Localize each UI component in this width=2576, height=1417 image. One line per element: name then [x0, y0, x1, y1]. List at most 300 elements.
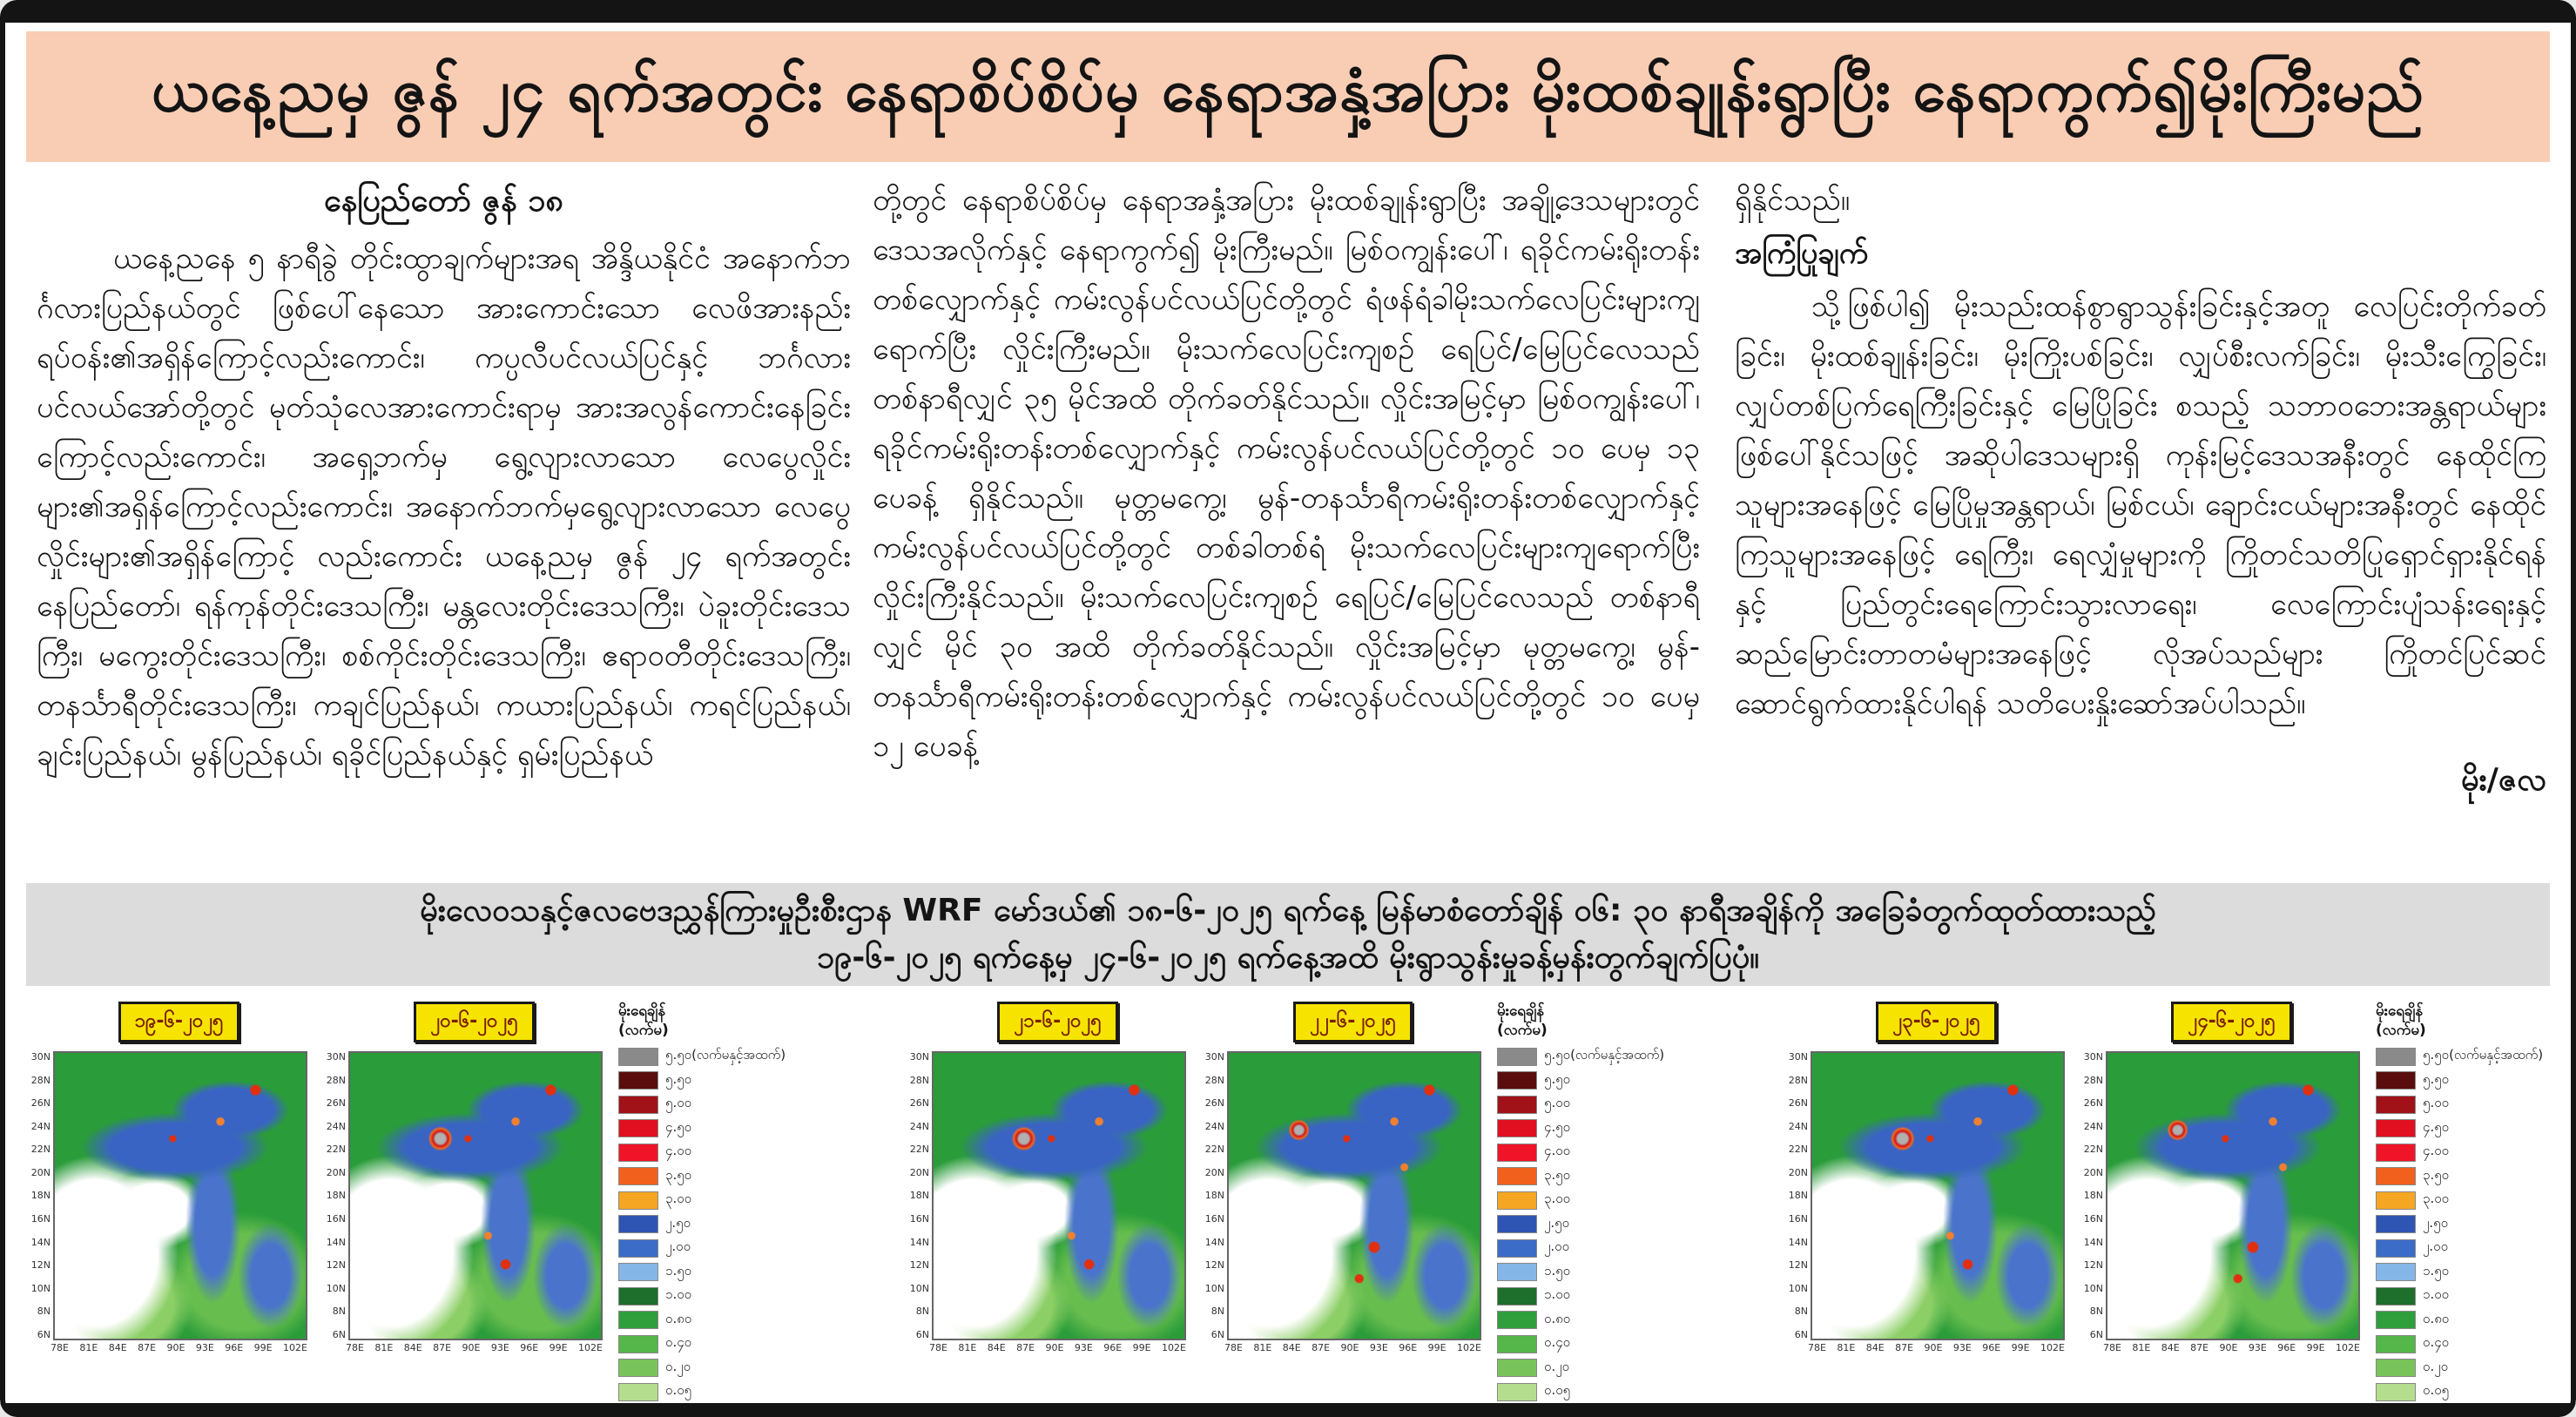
legend-swatch [2376, 1335, 2416, 1353]
figure-caption-box [26, 883, 2550, 986]
legend-swatch [1497, 1071, 1537, 1090]
y-axis-tick: 16N [1788, 1213, 1808, 1225]
legend-title-line1: မိုးရေချိန် [618, 1002, 666, 1020]
x-axis-tick: 90E [1924, 1342, 1943, 1353]
legend-rows [1497, 1047, 1664, 1417]
rainfall-legend [618, 1002, 786, 1417]
legend-row [618, 1382, 786, 1401]
legend-label: ၃.၅၀ [1544, 1166, 1571, 1183]
legend-swatch [1497, 1096, 1537, 1114]
map-canvas [1227, 1051, 1481, 1340]
x-axis-tick: 87E [433, 1342, 452, 1353]
map-x-axis [1198, 1342, 1481, 1353]
y-axis-tick: 28N [2083, 1074, 2103, 1086]
legend-label: ၀.၂၀ [1544, 1358, 1570, 1374]
rainfall-legend [1497, 1002, 1664, 1417]
legend-row [1497, 1334, 1664, 1353]
legend-row [618, 1143, 786, 1162]
y-axis-tick: 16N [1204, 1213, 1224, 1225]
x-axis-tick: 93E [2248, 1342, 2267, 1353]
legend-swatch [2376, 1263, 2416, 1281]
legend-label: ၃.၀၀ [665, 1191, 692, 1206]
x-axis-tick: 84E [1282, 1342, 1301, 1353]
y-axis-tick: 24N [326, 1120, 346, 1132]
legend-label: ၃.၀၀ [2423, 1191, 2450, 1206]
legend-swatch [2376, 1311, 2416, 1329]
legend-row [2376, 1286, 2543, 1306]
article-paragraph-2: တို့တွင် နေရာစိပ်စိပ်မှ နေရာအနှံ့အပြား မိုးထစ်ချုန်းရွာပြီး အချို့ဒေသများတွင် ဒေသအလိုက်နှင့် နေရာကွက်၍ မိုးကြီးမည်။ မြစ်ဝကျွန်းပေါ်၊ ရခိုင်ကမ်းရိုးတန်းတစ်လျှောက်နှင့် ကမ်းလွန်ပင်လယ်ပြင်တို့တွင် ရံဖန်ရံခါမိုးသက်လေပြင်းများကျရောက်ပြီး လှိုင်းကြီးမည်။ မိုးသက်လေပြင်းကျစဉ် ရေပြင်/မြေပြင်လေသည် တစ်နာရီလျှင် ၃၅ မိုင်အထိ တိုက်ခတ်နိုင်သည်။ လှိုင်းအမြင့်မှာ မြစ်ဝကျွန်းပေါ်၊ ရခိုင်ကမ်းရိုးတန်းတစ်လျှောက်နှင့် ကမ်းလွန်ပင်လယ်ပြင်တို့တွင် ၁၀ ပေမှ ၁၃ ပေခန့် ရှိနိုင်သည်။ မုတ္တမကွေ့၊ မွန်-တနင်္သာရီကမ်းရိုးတန်းတစ်လျှောက်နှင့် ကမ်းလွန်ပင်လယ်ပြင်တို့တွင် တစ်ခါတစ်ရံ မိုးသက်လေပြင်းများကျရောက်ပြီး လှိုင်းကြီးနိုင်သည်။ မိုးသက်လေပြင်းကျစဉ် ရေပြင်/မြေပြင်လေသည် တစ်နာရီလျှင် မိုင် ၃၀ အထိ တိုက်ခတ်နိုင်သည်။ လှိုင်းအမြင့်မှာ မုတ္တမကွေ့၊ မွန်-တနင်္သာရီကမ်းရိုးတန်းတစ်လျှောက်နှင့် ကမ်းလွန်ပင်လယ်ပြင်တို့တွင် ၁၀ ပေမှ ၁၂ ပေခန့် [873, 183, 1700, 764]
y-axis-tick: 26N [30, 1097, 51, 1110]
legend-row [1497, 1191, 1664, 1210]
x-axis-tick: 78E [1808, 1342, 1826, 1353]
y-axis-tick: 26N [1788, 1097, 1808, 1110]
article-paragraph-1: ယနေ့ညနေ ၅ နာရီခွဲ တိုင်းထွာချက်များအရ အိန္ဒိယနိုင်ငံ အနောက်ဘင်္ဂလားပြည်နယ်တွင် ဖြစ်ပေါ်နေသော အားကောင်းသော လေဖိအားနည်းရပ်ဝန်း၏အရှိန်ကြောင့်လည်းကောင်း၊ ကပ္ပလီပင်လယ်ပြင်နှင့် ဘင်္ဂလားပင်လယ်အော်တို့တွင် မုတ်သုံလေအားကောင်းရာမှ အားအလွန်ကောင်းနေခြင်းကြောင့်လည်းကောင်း၊ အရှေ့ဘက်မှ ရွေ့လျားလာသော လေပွေလှိုင်းများ၏အရှိန်ကြောင့်လည်းကောင်း၊ အနောက်ဘက်မှရွေ့လျားလာသော လေပွေလှိုင်းများ၏အရှိန်ကြောင့် လည်းကောင်း ယနေ့ညမှ ဇွန် ၂၄ ရက်အတွင်း နေပြည်တော်၊ ရန်ကုန်တိုင်းဒေသကြီး၊ မန္တလေးတိုင်းဒေသကြီး၊ ပဲခူးတိုင်းဒေသကြီး၊ မကွေးတိုင်းဒေသကြီး၊ စစ်ကိုင်းတိုင်းဒေသကြီး၊ ဧရာဝတီတိုင်းဒေသကြီး၊ တနင်္သာရီတိုင်းဒေသကြီး၊ ကချင်ပြည်နယ်၊ ကယားပြည်နယ်၊ ကရင်ပြည်နယ်၊ ချင်းပြည်နယ်၊ မွန်ပြည်နယ်၊ ရခိုင်ပြည်နယ်နှင့် ရှမ်းပြည်နယ် [37, 241, 851, 773]
legend-label: ၀.၂၀ [665, 1358, 691, 1374]
x-axis-tick: 93E [1952, 1342, 1972, 1353]
y-axis-tick: 18N [30, 1190, 51, 1202]
legend-row [1497, 1238, 1664, 1258]
x-axis-tick: 81E [2132, 1342, 2151, 1353]
y-axis-tick: 20N [2083, 1166, 2103, 1178]
x-axis-tick: 102E [1162, 1342, 1186, 1353]
y-axis-tick: 14N [1204, 1236, 1224, 1248]
y-axis-tick: 12N [1204, 1259, 1224, 1272]
top-black-bar [0, 0, 2576, 23]
legend-label: ၅.၅၀(လက်မနှင့်အထက်) [1544, 1047, 1665, 1063]
y-axis-tick: 6N [332, 1328, 346, 1340]
legend-swatch [618, 1071, 658, 1090]
map-label-row [1782, 1002, 2065, 1043]
x-axis-tick: 99E [1132, 1342, 1151, 1353]
map-canvas-wrap [24, 1051, 307, 1340]
legend-swatch [618, 1263, 658, 1281]
legend-swatch [1497, 1383, 1537, 1401]
legend-label: ၀.၈၀ [2423, 1310, 2450, 1326]
y-axis-tick: 22N [30, 1144, 51, 1156]
map-date-label: ၁၉-၆-၂၀၂၅ [118, 1002, 240, 1043]
y-axis-tick: 30N [1788, 1051, 1808, 1063]
figure-caption-line-1: မိုးလေဝသနှင့်ဇလဗေဒညွှန်ကြားမှုဦးစီးဌာန WRF မော်ဒယ်၏ ၁၈-၆-၂၀၂၅ ရက်နေ့ မြန်မာစံတော်ချိန် ၀၆: ၃၀ နာရီအချိန်ကို အခြေခံတွက်ထုတ်ထားသည့် [420, 893, 2156, 928]
y-axis-tick: 10N [326, 1282, 346, 1294]
y-axis-tick: 26N [909, 1097, 929, 1110]
y-axis-tick: 30N [1204, 1051, 1224, 1063]
y-axis-tick: 20N [909, 1166, 929, 1178]
x-axis-tick: 78E [1224, 1342, 1243, 1353]
legend-swatch [2376, 1191, 2416, 1210]
legend-swatch [2376, 1239, 2416, 1258]
y-axis-tick: 16N [326, 1213, 346, 1225]
forecast-maps-figure [0, 1002, 2576, 1417]
legend-row [1497, 1359, 1664, 1378]
legend-swatch [1497, 1335, 1537, 1353]
legend-row [2376, 1047, 2543, 1066]
map-x-axis [24, 1342, 307, 1353]
legend-label: ၀.၀၅ [2423, 1382, 2450, 1398]
legend-swatch [618, 1048, 658, 1066]
article-paragraph-4: သို့ဖြစ်ပါ၍ မိုးသည်းထန်စွာရွာသွန်းခြင်းနှင့်အတူ လေပြင်းတိုက်ခတ်ခြင်း၊ မိုးထစ်ချုန်းခြင်း၊ မိုးကြိုးပစ်ခြင်း၊ လျှပ်စီးလက်ခြင်း၊ မိုးသီးကြွေခြင်း၊ လျှပ်တစ်ပြက်ရေကြီးခြင်းနှင့် မြေပြိုခြင်း စသည့် သဘာဝဘေးအန္တရာယ်များ ဖြစ်ပေါ်နိုင်သဖြင့် အဆိုပါဒေသများရှိ ကုန်းမြင့်ဒေသအနီးတွင် နေထိုင်ကြသူများအနေဖြင့် မြေပြိုမှုအန္တရာယ်၊ မြစ်ငယ်၊ ချောင်းငယ်များအနီးတွင် နေထိုင်ကြသူများအနေဖြင့် ရေကြီး၊ ရေလျှံမှုများကို ကြိုတင်သတိပြုရှောင်ရှားနိုင်ရန်နှင့် ပြည်တွင်းရေကြောင်းသွားလာရေး၊ လေကြောင်းပျံသန်းရေးနှင့် ဆည်မြောင်းတာတမံများအနေဖြင့် လိုအပ်သည်များ ကြိုတင်ပြင်ဆင်ဆောင်ရွက်ထားနိုင်ပါရန် သတိပေးနှိုးဆော်အပ်ပါသည်။ [1735, 289, 2546, 721]
legend-row [618, 1167, 786, 1186]
map-y-axis [903, 1051, 932, 1340]
y-axis-tick: 22N [2083, 1144, 2103, 1156]
article-column-1 [37, 176, 851, 878]
map-canvas-wrap [903, 1051, 1186, 1340]
y-axis-tick: 6N [1794, 1328, 1808, 1340]
legend-row [1497, 1263, 1664, 1282]
map-label-row [320, 1002, 603, 1043]
article-subhead: အကြံပြုချက် [1735, 236, 1869, 271]
y-axis-tick: 12N [2083, 1259, 2103, 1272]
legend-label: ၁.၀၀ [1544, 1286, 1571, 1302]
y-axis-tick: 14N [1788, 1236, 1808, 1248]
legend-row [618, 1238, 786, 1258]
legend-row [2376, 1167, 2543, 1186]
legend-row [2376, 1071, 2543, 1090]
legend-row [2376, 1382, 2543, 1401]
map-y-axis [24, 1051, 53, 1340]
legend-label: ၀.၀၅ [1544, 1382, 1571, 1398]
map-label-row [1198, 1002, 1481, 1043]
headline-banner [26, 31, 2550, 162]
legend-title-line2: (လက်မ) [1497, 1022, 1548, 1039]
x-axis-tick: 96E [1982, 1342, 2001, 1353]
y-axis-tick: 18N [1204, 1190, 1224, 1202]
legend-label: ၀.၀၅ [665, 1382, 692, 1398]
map-block [24, 1002, 307, 1353]
legend-row [1497, 1095, 1664, 1114]
legend-label: ၁.၀၀ [665, 1286, 692, 1302]
y-axis-tick: 28N [30, 1074, 51, 1086]
x-axis-tick: 81E [1253, 1342, 1272, 1353]
x-axis-tick: 87E [1895, 1342, 1914, 1353]
y-axis-tick: 18N [1788, 1190, 1808, 1202]
map-group [1782, 1002, 2552, 1417]
legend-swatch [618, 1311, 658, 1329]
x-axis-tick: 90E [166, 1342, 185, 1353]
map-label-row [903, 1002, 1186, 1043]
legend-label: ၂.၅၀ [2423, 1214, 2449, 1231]
y-axis-tick: 20N [1788, 1166, 1808, 1178]
x-axis-tick: 81E [374, 1342, 394, 1353]
y-axis-tick: 26N [2083, 1097, 2103, 1110]
y-axis-tick: 14N [326, 1236, 346, 1248]
x-axis-tick: 96E [1103, 1342, 1123, 1353]
legend-swatch [1497, 1119, 1537, 1137]
legend-label: ၄.၀၀ [1544, 1143, 1571, 1158]
y-axis-tick: 16N [30, 1213, 51, 1225]
legend-label: ၀.၈၀ [665, 1310, 692, 1326]
y-axis-tick: 24N [2083, 1120, 2103, 1132]
map-block [2077, 1002, 2360, 1353]
legend-label: ၅.၅၀ [665, 1070, 692, 1087]
legend-swatch [1497, 1311, 1537, 1329]
legend-label: ၀.၈၀ [1544, 1310, 1571, 1326]
legend-swatch [1497, 1191, 1537, 1210]
legend-row [618, 1119, 786, 1138]
legend-label: ၄.၅၀ [665, 1118, 692, 1135]
legend-row [2376, 1238, 2543, 1258]
x-axis-tick: 81E [1837, 1342, 1856, 1353]
x-axis-tick: 102E [578, 1342, 603, 1353]
legend-row [1497, 1286, 1664, 1306]
y-axis-tick: 28N [1204, 1074, 1224, 1086]
legend-row [618, 1215, 786, 1234]
legend-label: ၂.၀၀ [2423, 1238, 2449, 1254]
y-axis-tick: 30N [326, 1051, 346, 1063]
headline-text: ယနေ့ညမှ ဇွန် ၂၄ ရက်အတွင်း နေရာစိပ်စိပ်မှ နေရာအနှံ့အပြား မိုးထစ်ချုန်းရွာပြီး နေရာကွက်၍မိုးကြီးမည် [151, 57, 2425, 125]
map-y-axis [1198, 1051, 1227, 1340]
legend-row [618, 1191, 786, 1210]
legend-row [2376, 1263, 2543, 1282]
y-axis-tick: 22N [1788, 1144, 1808, 1156]
y-axis-tick: 28N [909, 1074, 929, 1086]
map-canvas [348, 1051, 603, 1340]
x-axis-tick: 84E [987, 1342, 1006, 1353]
dateline: နေပြည်တော် ဇွန် ၁၈ [324, 183, 563, 219]
legend-swatch [1497, 1287, 1537, 1306]
legend-title-line2: (လက်မ) [2376, 1022, 2426, 1039]
map-canvas-wrap [320, 1051, 603, 1340]
legend-swatch [1497, 1263, 1537, 1281]
legend-row [618, 1095, 786, 1114]
legend-row [2376, 1119, 2543, 1138]
legend-swatch [2376, 1215, 2416, 1233]
y-axis-tick: 8N [37, 1306, 51, 1318]
legend-label: ၂.၅၀ [1544, 1214, 1570, 1231]
y-axis-tick: 12N [909, 1259, 929, 1272]
legend-label: ၄.၅၀ [1544, 1118, 1571, 1135]
x-axis-tick: 96E [1399, 1342, 1418, 1353]
map-y-axis [320, 1051, 348, 1340]
x-axis-tick: 99E [2306, 1342, 2325, 1353]
x-axis-tick: 84E [403, 1342, 422, 1353]
legend-label: ၀.၄၀ [665, 1334, 692, 1350]
y-axis-tick: 16N [2083, 1213, 2103, 1225]
map-block [1782, 1002, 2065, 1353]
legend-swatch [2376, 1287, 2416, 1306]
legend-row [618, 1071, 786, 1090]
legend-swatch [2376, 1048, 2416, 1066]
y-axis-tick: 20N [30, 1166, 51, 1178]
legend-row [2376, 1215, 2543, 1234]
legend-swatch [618, 1119, 658, 1137]
x-axis-tick: 102E [2336, 1342, 2360, 1353]
y-axis-tick: 8N [915, 1306, 929, 1318]
x-axis-tick: 84E [2161, 1342, 2180, 1353]
x-axis-tick: 93E [1369, 1342, 1388, 1353]
x-axis-tick: 87E [138, 1342, 157, 1353]
legend-swatch [2376, 1144, 2416, 1162]
figure-caption-line-2: ၁၉-၆-၂၀၂၅ ရက်နေ့မှ ၂၄-၆-၂၀၂၅ ရက်နေ့အထိ မိုးရွာသွန်းမှုခန့်မှန်းတွက်ချက်ပြပုံ။ [816, 940, 1760, 975]
bottom-black-bar [0, 1403, 2576, 1417]
legend-rows [618, 1047, 786, 1417]
x-axis-tick: 93E [195, 1342, 214, 1353]
legend-swatch [618, 1096, 658, 1114]
legend-row [2376, 1191, 2543, 1210]
y-axis-tick: 22N [909, 1144, 929, 1156]
legend-label: ၂.၀၀ [1544, 1238, 1570, 1254]
legend-row [618, 1047, 786, 1066]
y-axis-tick: 30N [30, 1051, 51, 1063]
y-axis-tick: 10N [1788, 1282, 1808, 1294]
legend-swatch [1497, 1239, 1537, 1258]
map-x-axis [320, 1342, 603, 1353]
y-axis-tick: 10N [2083, 1282, 2103, 1294]
x-axis-tick: 99E [1427, 1342, 1446, 1353]
legend-swatch [1497, 1144, 1537, 1162]
rainfall-legend [2376, 1002, 2543, 1417]
x-axis-tick: 78E [51, 1342, 69, 1353]
legend-row [2376, 1359, 2543, 1378]
legend-label: ၁.၅၀ [665, 1262, 692, 1279]
legend-label: ၀.၂၀ [2423, 1358, 2449, 1374]
y-axis-tick: 20N [1204, 1166, 1224, 1178]
legend-row [618, 1334, 786, 1353]
y-axis-tick: 12N [326, 1259, 346, 1272]
x-axis-tick: 96E [2277, 1342, 2296, 1353]
y-axis-tick: 8N [1210, 1306, 1224, 1318]
x-axis-tick: 87E [2190, 1342, 2209, 1353]
legend-row [618, 1263, 786, 1282]
map-date-label: ၂၀-၆-၂၀၂၅ [414, 1002, 534, 1043]
legend-row [1497, 1071, 1664, 1090]
y-axis-tick: 8N [2089, 1306, 2103, 1318]
legend-label: ၀.၄၀ [1544, 1334, 1571, 1350]
y-axis-tick: 22N [326, 1144, 346, 1156]
map-y-axis [2077, 1051, 2106, 1340]
legend-swatch [618, 1239, 658, 1258]
x-axis-tick: 93E [490, 1342, 509, 1353]
x-axis-tick: 87E [1016, 1342, 1035, 1353]
map-x-axis [2077, 1342, 2360, 1353]
legend-swatch [2376, 1383, 2416, 1401]
y-axis-tick: 12N [1788, 1259, 1808, 1272]
y-axis-tick: 8N [1794, 1306, 1808, 1318]
byline: မိုး/ဇလ [2460, 762, 2546, 798]
legend-swatch [1497, 1359, 1537, 1377]
legend-label: ၁.၀၀ [2423, 1286, 2450, 1302]
x-axis-tick: 84E [108, 1342, 127, 1353]
y-axis-tick: 24N [30, 1120, 51, 1132]
legend-row [618, 1286, 786, 1306]
x-axis-tick: 99E [2011, 1342, 2030, 1353]
map-group [903, 1002, 1673, 1417]
y-axis-tick: 28N [1788, 1074, 1808, 1086]
map-canvas [1811, 1051, 2065, 1340]
map-label-row [24, 1002, 307, 1043]
legend-label: ၅.၅၀(လက်မနှင့်အထက်) [2423, 1047, 2544, 1063]
legend-label: ၁.၅၀ [1544, 1262, 1571, 1279]
legend-label: ၅.၅၀(လက်မနှင့်အထက်) [665, 1047, 786, 1063]
x-axis-tick: 90E [2219, 1342, 2238, 1353]
legend-swatch [2376, 1096, 2416, 1114]
x-axis-tick: 90E [462, 1342, 481, 1353]
x-axis-tick: 90E [1340, 1342, 1359, 1353]
x-axis-tick: 81E [958, 1342, 977, 1353]
legend-title-line1: မိုးရေချိန် [1497, 1002, 1545, 1020]
map-y-axis [1782, 1051, 1811, 1340]
y-axis-tick: 10N [1204, 1282, 1224, 1294]
y-axis-tick: 22N [1204, 1144, 1224, 1156]
legend-label: ၁.၅၀ [2423, 1262, 2450, 1279]
legend-row [1497, 1047, 1664, 1066]
x-axis-tick: 99E [549, 1342, 568, 1353]
y-axis-tick: 18N [326, 1190, 346, 1202]
legend-swatch [618, 1359, 658, 1377]
x-axis-tick: 87E [1312, 1342, 1331, 1353]
x-axis-tick: 102E [2040, 1342, 2065, 1353]
map-date-label: ၂၄-၆-၂၀၂၅ [2171, 1002, 2291, 1043]
y-axis-tick: 24N [909, 1120, 929, 1132]
map-block [320, 1002, 603, 1353]
y-axis-tick: 6N [37, 1328, 51, 1340]
y-axis-tick: 14N [2083, 1236, 2103, 1248]
x-axis-tick: 93E [1074, 1342, 1093, 1353]
x-axis-tick: 81E [79, 1342, 98, 1353]
legend-label: ၅.၅၀ [2423, 1070, 2450, 1087]
x-axis-tick: 102E [283, 1342, 307, 1353]
x-axis-tick: 84E [1865, 1342, 1885, 1353]
legend-row [1497, 1143, 1664, 1162]
y-axis-tick: 24N [1788, 1120, 1808, 1132]
x-axis-tick: 99E [253, 1342, 273, 1353]
legend-label: ၅.၀၀ [665, 1095, 692, 1110]
map-date-label: ၂၃-၆-၂၀၂၅ [1876, 1002, 1996, 1043]
map-label-row [2077, 1002, 2360, 1043]
map-x-axis [1782, 1342, 2065, 1353]
article-column-2 [873, 176, 1700, 878]
legend-label: ၅.၀၀ [1544, 1095, 1571, 1110]
map-group [24, 1002, 794, 1417]
x-axis-tick: 78E [346, 1342, 364, 1353]
map-canvas [932, 1051, 1186, 1340]
map-block [1198, 1002, 1481, 1353]
x-axis-tick: 96E [225, 1342, 244, 1353]
map-canvas [2106, 1051, 2360, 1340]
y-axis-tick: 30N [2083, 1051, 2103, 1063]
legend-label: ၃.၅၀ [2423, 1166, 2450, 1183]
y-axis-tick: 24N [1204, 1120, 1224, 1132]
legend-swatch [2376, 1167, 2416, 1185]
legend-label: ၅.၅၀ [1544, 1070, 1571, 1087]
article-paragraph-3-lead: ရှိနိုင်သည်။ [1735, 183, 1850, 218]
legend-row [1497, 1215, 1664, 1234]
map-block [903, 1002, 1186, 1353]
map-canvas-wrap [1782, 1051, 2065, 1340]
legend-label: ၃.၅၀ [665, 1166, 692, 1183]
legend-row [2376, 1334, 2543, 1353]
legend-swatch [2376, 1359, 2416, 1377]
legend-label: ၅.၀၀ [2423, 1095, 2450, 1110]
legend-row [2376, 1143, 2543, 1162]
x-axis-tick: 96E [520, 1342, 539, 1353]
y-axis-tick: 16N [909, 1213, 929, 1225]
legend-swatch [618, 1191, 658, 1210]
y-axis-tick: 6N [915, 1328, 929, 1340]
legend-label: ၄.၀၀ [665, 1143, 692, 1158]
legend-label: ၃.၀၀ [1544, 1191, 1571, 1206]
y-axis-tick: 18N [909, 1190, 929, 1202]
y-axis-tick: 10N [909, 1282, 929, 1294]
y-axis-tick: 18N [2083, 1190, 2103, 1202]
y-axis-tick: 6N [1210, 1328, 1224, 1340]
legend-row [1497, 1167, 1664, 1186]
map-date-label: ၂၂-၆-၂၀၂၅ [1293, 1002, 1413, 1043]
legend-swatch [618, 1287, 658, 1306]
legend-row [1497, 1119, 1664, 1138]
y-axis-tick: 26N [1204, 1097, 1224, 1110]
legend-label: ၂.၅၀ [665, 1214, 691, 1231]
map-canvas-wrap [1198, 1051, 1481, 1340]
